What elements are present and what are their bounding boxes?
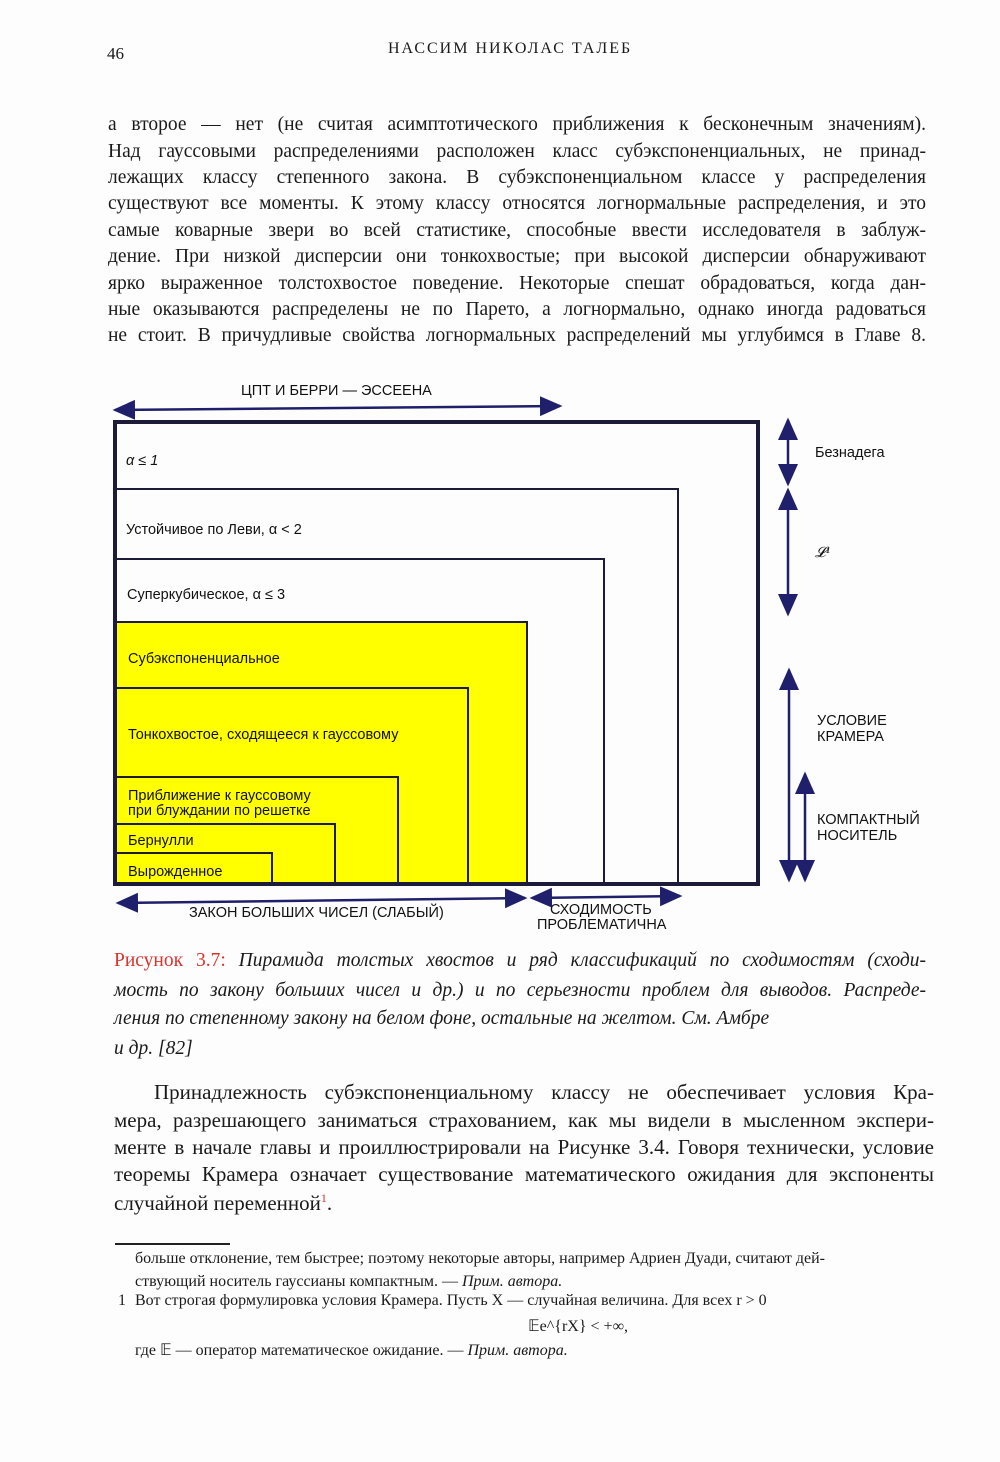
text-line: ярко выраженное толстохвостое поведение. Некоторые спешат обрадоваться, когда дан- [108,273,926,294]
label-thin-tailed: Тонкохвостое, сходящееся к гауссовому [128,727,399,743]
label-hopeless: Безнадега [815,445,885,461]
label-bernoulli: Бернулли [128,833,194,849]
text: случайной переменной [114,1191,321,1215]
label-compact-2: НОСИТЕЛЬ [817,828,898,844]
label-degenerate: Вырожденное [128,864,223,880]
label-lattice-1: Приближение к гауссовому [128,788,311,804]
text-line: существуют все моменты. К этому классу относятся логнормальные распределения, и это [108,193,926,214]
label-lattice-2: при блуждании по решетке [128,803,311,819]
footnote-ref[interactable]: 1 [320,1191,327,1205]
footnote-divider [115,1243,230,1245]
text-line: мера, разрешающего заниматься страхованием, как мы видели в мысленном экспери- [114,1108,934,1132]
text-line: Принадлежность субэкспоненциальному классу не обеспечивает условия Кра- [154,1080,934,1104]
text-line: теоремы Крамера означает существование математического ожидания для экспоненты [114,1162,934,1186]
caption-text: Пирамида толстых хвостов и ряд классификаций по сходимостям (сходи- [225,950,926,971]
caption-line: ления по степенному закону на белом фоне, остальные на желтом. См. Амбре [114,1008,770,1029]
lln-arrow [118,898,525,903]
footnote-formula: 𝔼e^{rX} < +∞, [528,1318,628,1335]
label-compact-1: КОМПАКТНЫЙ [817,812,920,828]
footnote-continued [135,1273,562,1291]
text-line: лежащих классу степенного закона. В субэкспоненциальном классе у распределения [108,167,926,188]
author-note: Прим. автора. [467,1342,568,1359]
running-head: НАССИМ НИКОЛАС ТАЛЕБ [388,40,633,57]
text-line: случайной переменной$^1$. [114,1191,333,1215]
label-cramer-1: УСЛОВИЕ [817,713,887,729]
label-subexponential: Субэкспоненциальное [128,651,280,667]
footnote-1-end [135,1340,568,1360]
label-convergence-2: ПРОБЛЕМАТИЧНА [537,917,667,933]
text-line: не стоит. В причудливые свойства логнормальных распределений мы углубимся в Главе 8. [108,325,926,346]
footnote-continued: больше отклонение, тем быстрее; поэтому некоторые авторы, например Адриен Дуади, считают дей- [135,1250,825,1267]
text: где 𝔼 — оператор математическое ожидание. — [135,1342,468,1359]
caption-line: мость по закону больших чисел и др.) и по серьезности проблем для выводов. Распреде- [114,980,926,1001]
label-convergence-1: СХОДИМОСТЬ [550,902,652,918]
text-line: самые коварные звери во всей статистике, способные ввести исследователя в заблуж- [108,220,926,241]
author-note: Прим. автора. [461,1273,563,1290]
text-line: Над гауссовыми распределениями расположен класс субэкспоненциальных, не принад- [108,141,926,162]
label-l1: 𝓛¹ [815,545,830,561]
caption-label: Рисунок 3.7: [114,950,226,971]
text: ствующий носитель гауссианы компактным. — [135,1273,462,1290]
label-alpha-le-1: α ≤ 1 [126,453,159,469]
footnote-number: 1 [118,1292,126,1309]
clt-arrow [115,406,560,410]
footnote-1: Вот строгая формулировка условия Крамера. Пусть X — случайная величина. Для всех r > 0 [135,1292,767,1309]
caption-line: и др. [82] [114,1038,193,1059]
page-number: 46 [107,44,124,63]
text-line: дение. При низкой дисперсии они тонкохвостые; при высокой дисперсии обнаруживают [108,246,926,267]
text-line: ные оказываются распределены не по Парето, а логнормально, однако иногда радоваться [108,299,926,320]
clt-label: ЦПТ И БЕРРИ — ЭССЕЕНА [241,383,432,399]
convergence-arrow [532,896,680,898]
text-line: а второе — нет (не считая асимптотического приближения к бесконечным значениям). [108,114,926,135]
label-cramer-2: КРАМЕРА [817,729,884,745]
label-levi: Устойчивое по Леви, α < 2 [126,522,302,538]
caption-line [114,950,926,972]
label-lln: ЗАКОН БОЛЬШИХ ЧИСЕЛ (СЛАБЫЙ) [189,905,444,921]
label-supercubic: Суперкубическое, α ≤ 3 [127,587,286,603]
text-line: менте в начале главы и проиллюстрировали на Рисунке 3.4. Говоря технически, условие [114,1135,934,1159]
